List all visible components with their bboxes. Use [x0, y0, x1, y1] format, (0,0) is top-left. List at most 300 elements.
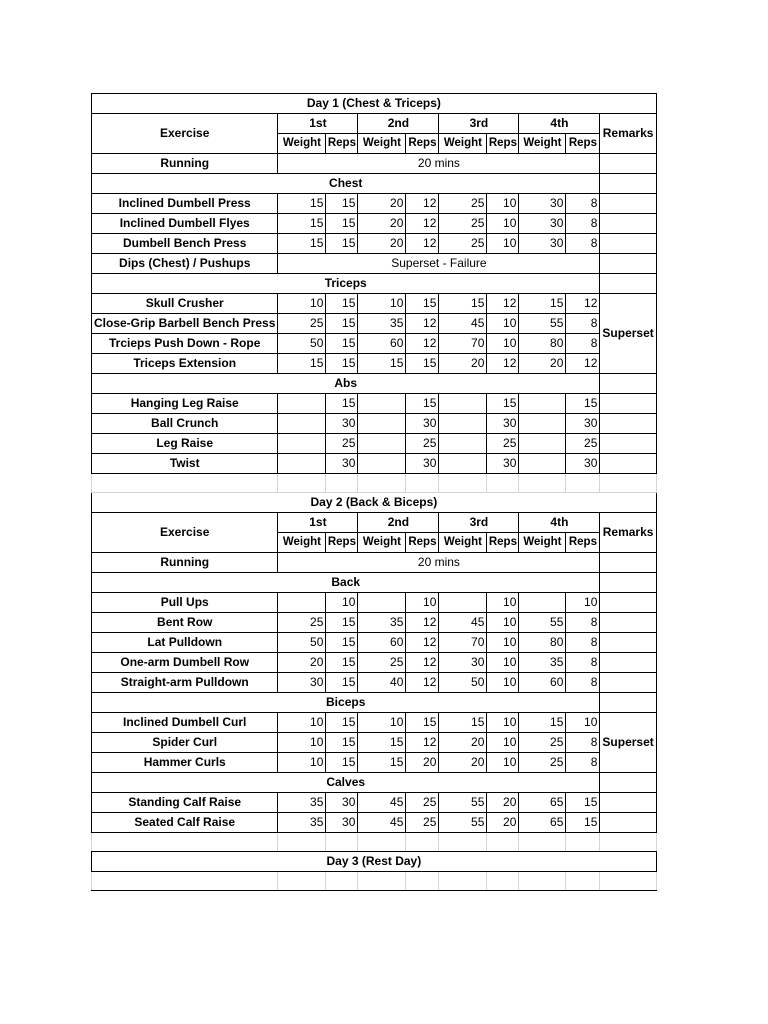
reps-cell: 25: [406, 434, 439, 454]
weight-cell: [278, 434, 326, 454]
weight-cell: 30: [519, 194, 566, 214]
reps-cell: 12: [406, 334, 439, 354]
reps-cell: 15: [406, 713, 439, 733]
day-title: Day 1 (Chest & Triceps): [92, 94, 657, 114]
reps-cell: 12: [566, 294, 600, 314]
exercise-name: Inclined Dumbell Flyes: [92, 214, 278, 234]
reps-cell: 10: [487, 673, 519, 693]
reps-cell: 10: [406, 593, 439, 613]
weight-cell: [358, 434, 406, 454]
exercise-name: Skull Crusher: [92, 294, 278, 314]
reps-cell: 15: [326, 294, 358, 314]
exercise-row: [92, 713, 657, 733]
exercise-name: Spider Curl: [92, 733, 278, 753]
exercise-name: Hanging Leg Raise: [92, 394, 278, 414]
weight-cell: 45: [439, 613, 487, 633]
reps-cell: 15: [326, 713, 358, 733]
exercise-name: Hammer Curls: [92, 753, 278, 773]
exercise-name: Twist: [92, 454, 278, 474]
reps-cell: 30: [487, 414, 519, 434]
reps-cell: 25: [566, 434, 600, 454]
weight-cell: [278, 414, 326, 434]
remarks-cell: [600, 773, 656, 793]
section-title: Biceps: [92, 693, 600, 713]
weight-header: Weight: [278, 533, 326, 553]
weight-cell: 10: [278, 713, 326, 733]
reps-cell: 8: [566, 314, 600, 334]
day-title-row: [92, 94, 657, 114]
reps-cell: 8: [566, 334, 600, 354]
remarks-cell: [600, 274, 656, 294]
exercise-name: Standing Calf Raise: [92, 793, 278, 813]
reps-cell: 15: [326, 633, 358, 653]
empty-cell: [439, 833, 487, 852]
set-header: 2nd: [358, 114, 439, 134]
section-title: Abs: [92, 374, 600, 394]
exercise-header: Exercise: [92, 114, 278, 154]
empty-cell: [439, 872, 487, 891]
empty-cell: [326, 872, 358, 891]
weight-cell: 25: [278, 314, 326, 334]
reps-cell: 25: [406, 813, 439, 833]
weight-cell: 45: [439, 314, 487, 334]
empty-cell: [278, 872, 326, 891]
weight-cell: 25: [439, 234, 487, 254]
reps-cell: 15: [566, 813, 600, 833]
remarks-cell: [600, 394, 656, 414]
empty-cell: [358, 474, 406, 493]
remarks-cell: [600, 434, 656, 454]
reps-header: Reps: [566, 533, 600, 553]
empty-cell: [406, 872, 439, 891]
weight-cell: 35: [358, 314, 406, 334]
exercise-name: One-arm Dumbell Row: [92, 653, 278, 673]
weight-cell: 25: [519, 753, 566, 773]
exercise-row: [92, 813, 657, 833]
reps-cell: 15: [326, 673, 358, 693]
reps-header: Reps: [487, 533, 519, 553]
reps-cell: 30: [487, 454, 519, 474]
reps-cell: 10: [566, 593, 600, 613]
reps-cell: 15: [566, 793, 600, 813]
day-title-row: [92, 493, 657, 513]
empty-cell: [358, 833, 406, 852]
empty-cell: [92, 474, 278, 493]
reps-cell: 12: [406, 633, 439, 653]
set-header: 4th: [519, 513, 600, 533]
reps-cell: 12: [406, 314, 439, 334]
empty-cell: [566, 833, 600, 852]
weight-cell: 30: [519, 214, 566, 234]
empty-cell: [278, 474, 326, 493]
weight-cell: 30: [519, 234, 566, 254]
reps-cell: 30: [406, 414, 439, 434]
empty-cell: [92, 833, 278, 852]
exercise-name: Running: [92, 553, 278, 573]
reps-cell: 12: [406, 733, 439, 753]
remark-cell: Superset: [600, 713, 656, 773]
reps-cell: 10: [487, 733, 519, 753]
weight-cell: 50: [278, 334, 326, 354]
reps-cell: 15: [326, 334, 358, 354]
reps-cell: 10: [487, 713, 519, 733]
reps-cell: 15: [406, 394, 439, 414]
remarks-cell: [600, 673, 656, 693]
reps-cell: 8: [566, 753, 600, 773]
day-title-row: [92, 852, 657, 872]
exercise-row: [92, 753, 657, 773]
remarks-header: Remarks: [600, 114, 656, 154]
remarks-cell: [600, 613, 656, 633]
reps-header: Reps: [566, 134, 600, 154]
empty-cell: [487, 872, 519, 891]
empty-cell: [358, 872, 406, 891]
weight-cell: 20: [278, 653, 326, 673]
weight-cell: 15: [519, 713, 566, 733]
section-title: Chest: [92, 174, 600, 194]
exercise-row: [92, 294, 657, 314]
weight-cell: 25: [358, 653, 406, 673]
weight-cell: 80: [519, 633, 566, 653]
reps-cell: 30: [326, 813, 358, 833]
weight-cell: 15: [358, 354, 406, 374]
exercise-row: [92, 653, 657, 673]
exercise-name: Running: [92, 154, 278, 174]
weight-header: Weight: [358, 533, 406, 553]
reps-cell: 30: [566, 414, 600, 434]
reps-cell: 8: [566, 613, 600, 633]
weight-cell: [519, 394, 566, 414]
empty-cell: [278, 833, 326, 852]
reps-cell: 10: [487, 194, 519, 214]
reps-cell: 10: [566, 713, 600, 733]
weight-cell: 25: [278, 613, 326, 633]
remarks-cell: [600, 573, 656, 593]
reps-cell: 15: [326, 753, 358, 773]
weight-cell: 60: [358, 633, 406, 653]
reps-cell: 10: [487, 334, 519, 354]
exercise-row: [92, 234, 657, 254]
section-header-row: [92, 693, 657, 713]
reps-cell: 30: [406, 454, 439, 474]
reps-cell: 12: [406, 653, 439, 673]
empty-cell: [406, 833, 439, 852]
day-title: Day 3 (Rest Day): [92, 852, 657, 872]
weight-cell: [439, 454, 487, 474]
section-header-row: [92, 773, 657, 793]
section-title: Calves: [92, 773, 600, 793]
weight-cell: 70: [439, 633, 487, 653]
remarks-cell: [600, 454, 656, 474]
weight-header: Weight: [439, 533, 487, 553]
weight-cell: [439, 434, 487, 454]
weight-cell: 80: [519, 334, 566, 354]
reps-cell: 8: [566, 633, 600, 653]
weight-cell: 35: [278, 793, 326, 813]
reps-cell: 8: [566, 234, 600, 254]
exercise-name: Trcieps Push Down - Rope: [92, 334, 278, 354]
weight-cell: [358, 593, 406, 613]
weight-header: Weight: [519, 533, 566, 553]
exercise-name: Close-Grip Barbell Bench Press: [92, 314, 278, 334]
remarks-cell: [600, 174, 656, 194]
weight-cell: 20: [358, 214, 406, 234]
reps-cell: 8: [566, 653, 600, 673]
section-title: Back: [92, 573, 600, 593]
empty-cell: [406, 474, 439, 493]
header-row-sets: [92, 114, 657, 134]
blank-row: [92, 474, 657, 493]
reps-cell: 8: [566, 214, 600, 234]
exercise-name: Inclined Dumbell Press: [92, 194, 278, 214]
reps-cell: 12: [406, 214, 439, 234]
exercise-name: Ball Crunch: [92, 414, 278, 434]
weight-cell: [439, 414, 487, 434]
exercise-row: [92, 434, 657, 454]
weight-cell: [439, 593, 487, 613]
weight-cell: 20: [519, 354, 566, 374]
reps-cell: 12: [406, 234, 439, 254]
remarks-cell: [600, 414, 656, 434]
day-title: Day 2 (Back & Biceps): [92, 493, 657, 513]
weight-cell: [439, 394, 487, 414]
remarks-cell: [600, 194, 656, 214]
set-header: 3rd: [439, 513, 519, 533]
span-note: Superset - Failure: [278, 254, 600, 274]
remarks-header: Remarks: [600, 513, 656, 553]
weight-cell: 25: [439, 194, 487, 214]
reps-cell: 25: [406, 793, 439, 813]
reps-cell: 10: [487, 214, 519, 234]
set-header: 1st: [278, 114, 358, 134]
weight-cell: 15: [358, 733, 406, 753]
running-row: [92, 553, 657, 573]
weight-cell: 10: [278, 294, 326, 314]
exercise-name: Straight-arm Pulldown: [92, 673, 278, 693]
reps-cell: 8: [566, 194, 600, 214]
exercise-name: Leg Raise: [92, 434, 278, 454]
blank-row: [92, 833, 657, 852]
set-header: 3rd: [439, 114, 519, 134]
reps-cell: 30: [326, 414, 358, 434]
exercise-name: Pull Ups: [92, 593, 278, 613]
exercise-row: [92, 454, 657, 474]
reps-cell: 15: [326, 733, 358, 753]
reps-cell: 15: [326, 234, 358, 254]
exercise-row: [92, 793, 657, 813]
weight-cell: 20: [439, 753, 487, 773]
exercise-name: Seated Calf Raise: [92, 813, 278, 833]
weight-cell: 10: [278, 733, 326, 753]
exercise-row: [92, 593, 657, 613]
exercise-row: [92, 194, 657, 214]
reps-cell: 12: [406, 194, 439, 214]
exercise-row: [92, 314, 657, 334]
weight-cell: [519, 434, 566, 454]
exercise-row: [92, 334, 657, 354]
running-duration: 20 mins: [278, 154, 600, 174]
reps-header: Reps: [487, 134, 519, 154]
reps-cell: 15: [326, 194, 358, 214]
reps-cell: 10: [487, 653, 519, 673]
reps-cell: 15: [487, 394, 519, 414]
reps-header: Reps: [406, 533, 439, 553]
exercise-row: [92, 414, 657, 434]
reps-cell: 10: [487, 593, 519, 613]
exercise-row: [92, 613, 657, 633]
reps-cell: 8: [566, 733, 600, 753]
weight-cell: 15: [358, 753, 406, 773]
running-row: [92, 154, 657, 174]
exercise-name: Dips (Chest) / Pushups: [92, 254, 278, 274]
weight-cell: 40: [358, 673, 406, 693]
reps-header: Reps: [326, 533, 358, 553]
weight-cell: 55: [519, 314, 566, 334]
set-header: 2nd: [358, 513, 439, 533]
reps-cell: 10: [487, 314, 519, 334]
weight-header: Weight: [439, 134, 487, 154]
set-header: 1st: [278, 513, 358, 533]
reps-header: Reps: [406, 134, 439, 154]
empty-cell: [326, 474, 358, 493]
weight-cell: 25: [439, 214, 487, 234]
reps-cell: 15: [326, 613, 358, 633]
exercise-row: [92, 733, 657, 753]
remark-cell: Superset: [600, 294, 656, 374]
reps-cell: 10: [487, 613, 519, 633]
reps-cell: 10: [487, 234, 519, 254]
exercise-header: Exercise: [92, 513, 278, 553]
weight-cell: 10: [358, 713, 406, 733]
weight-cell: 35: [519, 653, 566, 673]
reps-cell: 30: [326, 793, 358, 813]
workout-sheet: [91, 93, 657, 891]
exercise-name: Inclined Dumbell Curl: [92, 713, 278, 733]
header-row-sets: [92, 513, 657, 533]
reps-header: Reps: [326, 134, 358, 154]
weight-cell: 45: [358, 793, 406, 813]
remarks-cell: [600, 374, 656, 394]
exercise-row: [92, 214, 657, 234]
weight-cell: [519, 414, 566, 434]
section-header-row: [92, 274, 657, 294]
empty-cell: [600, 872, 656, 891]
weight-cell: 15: [278, 234, 326, 254]
reps-cell: 12: [406, 673, 439, 693]
section-header-row: [92, 174, 657, 194]
empty-cell: [439, 474, 487, 493]
section-header-row: [92, 374, 657, 394]
remarks-cell: [600, 693, 656, 713]
weight-cell: 65: [519, 793, 566, 813]
reps-cell: 15: [566, 394, 600, 414]
remarks-cell: [600, 633, 656, 653]
empty-cell: [519, 833, 566, 852]
weight-cell: 55: [439, 813, 487, 833]
weight-cell: 15: [519, 294, 566, 314]
reps-cell: 8: [566, 673, 600, 693]
weight-cell: 65: [519, 813, 566, 833]
sheet-body: [92, 94, 657, 891]
weight-cell: [519, 454, 566, 474]
reps-cell: 15: [326, 214, 358, 234]
reps-cell: 15: [326, 314, 358, 334]
reps-cell: 10: [326, 593, 358, 613]
weight-header: Weight: [278, 134, 326, 154]
weight-cell: 35: [358, 613, 406, 633]
remarks-cell: [600, 793, 656, 813]
empty-cell: [519, 474, 566, 493]
remarks-cell: [600, 813, 656, 833]
reps-cell: 30: [566, 454, 600, 474]
weight-cell: 35: [278, 813, 326, 833]
weight-cell: 15: [278, 194, 326, 214]
weight-header: Weight: [358, 134, 406, 154]
weight-cell: 15: [439, 294, 487, 314]
remarks-cell: [600, 234, 656, 254]
weight-cell: [278, 454, 326, 474]
reps-cell: 15: [326, 394, 358, 414]
empty-cell: [600, 474, 656, 493]
empty-cell: [566, 474, 600, 493]
weight-header: Weight: [519, 134, 566, 154]
exercise-name: Bent Row: [92, 613, 278, 633]
exercise-name: Triceps Extension: [92, 354, 278, 374]
reps-cell: 15: [326, 354, 358, 374]
exercise-name: Lat Pulldown: [92, 633, 278, 653]
weight-cell: [358, 414, 406, 434]
weight-cell: 15: [439, 713, 487, 733]
weight-cell: [358, 394, 406, 414]
reps-cell: 12: [487, 354, 519, 374]
weight-cell: 45: [358, 813, 406, 833]
weight-cell: 20: [358, 194, 406, 214]
weight-cell: 25: [519, 733, 566, 753]
weight-cell: 10: [358, 294, 406, 314]
empty-cell: [487, 474, 519, 493]
empty-cell: [487, 833, 519, 852]
weight-cell: 50: [439, 673, 487, 693]
empty-cell: [566, 872, 600, 891]
reps-cell: 30: [326, 454, 358, 474]
exercise-row: [92, 254, 657, 274]
weight-cell: 20: [439, 733, 487, 753]
weight-cell: [278, 593, 326, 613]
reps-cell: 12: [487, 294, 519, 314]
weight-cell: 15: [278, 354, 326, 374]
weight-cell: [519, 593, 566, 613]
reps-cell: 25: [487, 434, 519, 454]
set-header: 4th: [519, 114, 600, 134]
exercise-row: [92, 673, 657, 693]
remarks-cell: [600, 593, 656, 613]
weight-cell: 60: [358, 334, 406, 354]
blank-row: [92, 872, 657, 891]
reps-cell: 15: [406, 354, 439, 374]
weight-cell: 70: [439, 334, 487, 354]
weight-cell: 20: [439, 354, 487, 374]
remarks-cell: [600, 214, 656, 234]
weight-cell: 10: [278, 753, 326, 773]
weight-cell: 15: [278, 214, 326, 234]
weight-cell: 60: [519, 673, 566, 693]
weight-cell: 55: [439, 793, 487, 813]
remarks-cell: [600, 254, 656, 274]
weight-cell: 30: [439, 653, 487, 673]
reps-cell: 12: [406, 613, 439, 633]
weight-cell: [358, 454, 406, 474]
reps-cell: 12: [566, 354, 600, 374]
